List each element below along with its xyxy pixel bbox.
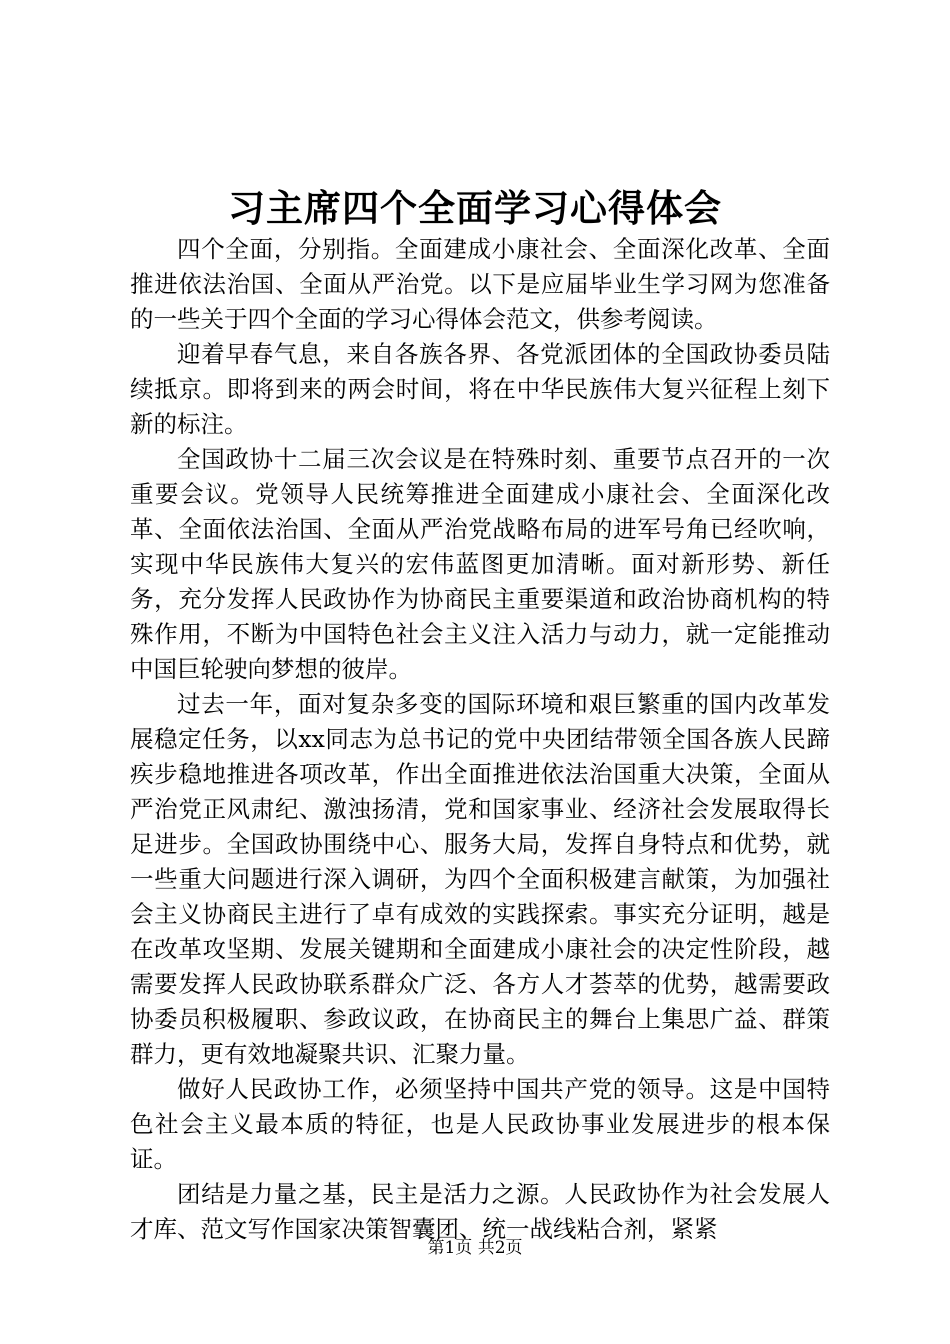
- paragraph: 过去一年，面对复杂多变的国际环境和艰巨繁重的国内改革发展稳定任务，以xx同志为总书记的党中央团结带领全国各族人民蹄疾步稳地推进各项改革，作出全面推进依法治国重大决策，全面从严治党正风肃纪、激浊扬清，党和国家事业、经济社会发展取得长足进步。全国政协围绕中心、服务大局，发挥自身特点和优势，就一些重大问题进行深入调研，为四个全面积极建言献策，为加强社会主义协商民主进行了卓有成效的实践探索。事实充分证明，越是在改革攻坚期、发展关键期和全面建成小康社会的决定性阶段，越需要发挥人民政协联系群众广泛、各方人才荟萃的优势，越需要政协委员积极履职、参政议政，在协商民主的舞台上集思广益、群策群力，更有效地凝聚共识、汇聚力量。: [130, 690, 830, 1068]
- page-number-footer: 第1页 共2页: [427, 1238, 523, 1258]
- document-body: [130, 232, 830, 1247]
- paragraph: 迎着早春气息，来自各族各界、各党派团体的全国政协委员陆续抵京。即将到来的两会时间，将在中华民族伟大复兴征程上刻下新的标注。: [130, 340, 830, 438]
- document-title: 习主席四个全面学习心得体会: [228, 186, 722, 230]
- paragraph: 做好人民政协工作，必须坚持中国共产党的领导。这是中国特色社会主义最本质的特征，也是人民政协事业发展进步的根本保证。: [130, 1075, 830, 1173]
- paragraph: 全国政协十二届三次会议是在特殊时刻、重要节点召开的一次重要会议。党领导人民统筹推进全面建成小康社会、全面深化改革、全面依法治国、全面从严治党战略布局的进军号角已经吹响，实现中华民族伟大复兴的宏伟蓝图更加清晰。面对新形势、新任务，充分发挥人民政协作为协商民主重要渠道和政治协商机构的特殊作用，不断为中国特色社会主义注入活力与动力，就一定能推动中国巨轮驶向梦想的彼岸。: [130, 445, 830, 683]
- paragraph: 团结是力量之基，民主是活力之源。人民政协作为社会发展人才库、范文写作国家决策智囊团、统一战线粘合剂，紧紧: [130, 1180, 830, 1243]
- paragraph: 四个全面，分别指。全面建成小康社会、全面深化改革、全面推进依法治国、全面从严治党。以下是应届毕业生学习网为您准备的一些关于四个全面的学习心得体会范文，供参考阅读。: [130, 235, 830, 333]
